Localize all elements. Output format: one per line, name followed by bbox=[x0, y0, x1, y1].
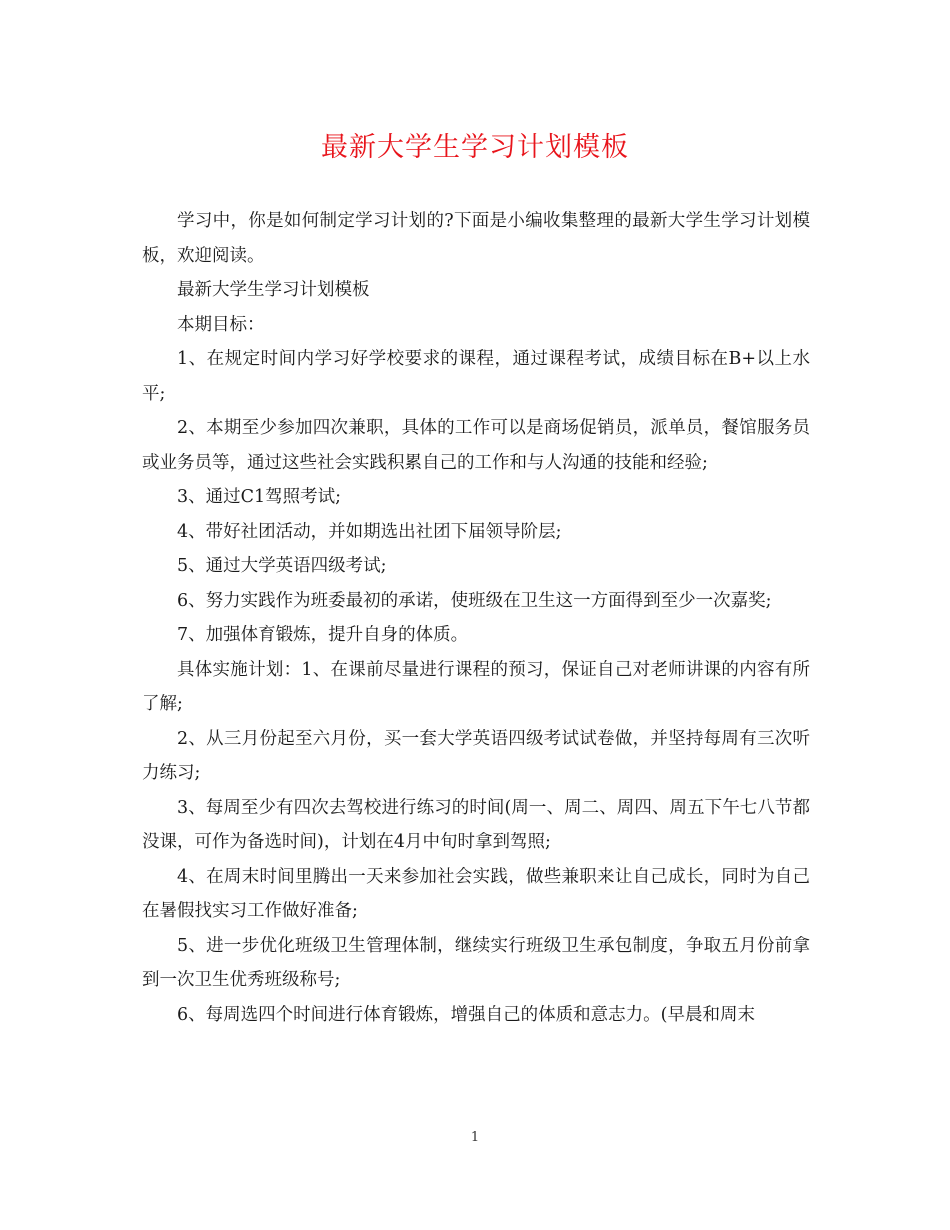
goals-heading: 本期目标： bbox=[177, 314, 265, 335]
document-body bbox=[142, 204, 810, 1032]
page-number: 1 bbox=[470, 1130, 480, 1145]
plan-item-2: 2、从三月份起至六月份，买一套大学英语四级考试试卷做，并坚持每周有三次听力练习; bbox=[142, 728, 810, 783]
intro-paragraph: 学习中，你是如何制定学习计划的?下面是小编收集整理的最新大学生学习计划模板，欢迎阅读。 bbox=[142, 211, 810, 266]
goal-item-7: 7、加强体育锻炼，提升自身的体质。 bbox=[177, 625, 469, 645]
goal-item-6: 6、努力实践作为班委最初的承诺，使班级在卫生这一方面得到至少一次嘉奖; bbox=[177, 590, 772, 611]
plan-item-3: 3、每周至少有四次去驾校进行练习的时间(周一、周二、周四、周五下午七八节都没课，可作为备选时间)，计划在4月中旬时拿到驾照; bbox=[142, 797, 810, 852]
plan-item-6: 6、每周选四个时间进行体育锻炼，增强自己的体质和意志力。(早晨和周末 bbox=[177, 1004, 755, 1025]
document-title: 最新大学生学习计划模板 bbox=[321, 132, 629, 163]
goal-item-1: 1、在规定时间内学习好学校要求的课程，通过课程考试，成绩目标在B+以上水平; bbox=[142, 349, 810, 404]
goal-item-3: 3、通过C1驾照考试; bbox=[177, 487, 342, 507]
plan-item-5: 5、进一步优化班级卫生管理体制，继续实行班级卫生承包制度，争取五月份前拿到一次卫生优秀班级称号; bbox=[142, 935, 810, 990]
plan-item-4: 4、在周末时间里腾出一天来参加社会实践，做些兼职来让自己成长，同时为自己在暑假找实习工作做好准备; bbox=[142, 866, 810, 921]
section-heading: 最新大学生学习计划模板 bbox=[177, 280, 370, 300]
goal-item-4: 4、带好社团活动，并如期选出社团下届领导阶层; bbox=[177, 521, 562, 542]
plan-item-1: 具体实施计划：1、在课前尽量进行课程的预习，保证自己对老师讲课的内容有所了解; bbox=[142, 659, 810, 714]
goal-item-2: 2、本期至少参加四次兼职，具体的工作可以是商场促销员，派单员，餐馆服务员或业务员等，通过这些社会实践积累自己的工作和与人沟通的技能和经验; bbox=[142, 418, 810, 473]
goal-item-5: 5、通过大学英语四级考试; bbox=[177, 556, 387, 576]
